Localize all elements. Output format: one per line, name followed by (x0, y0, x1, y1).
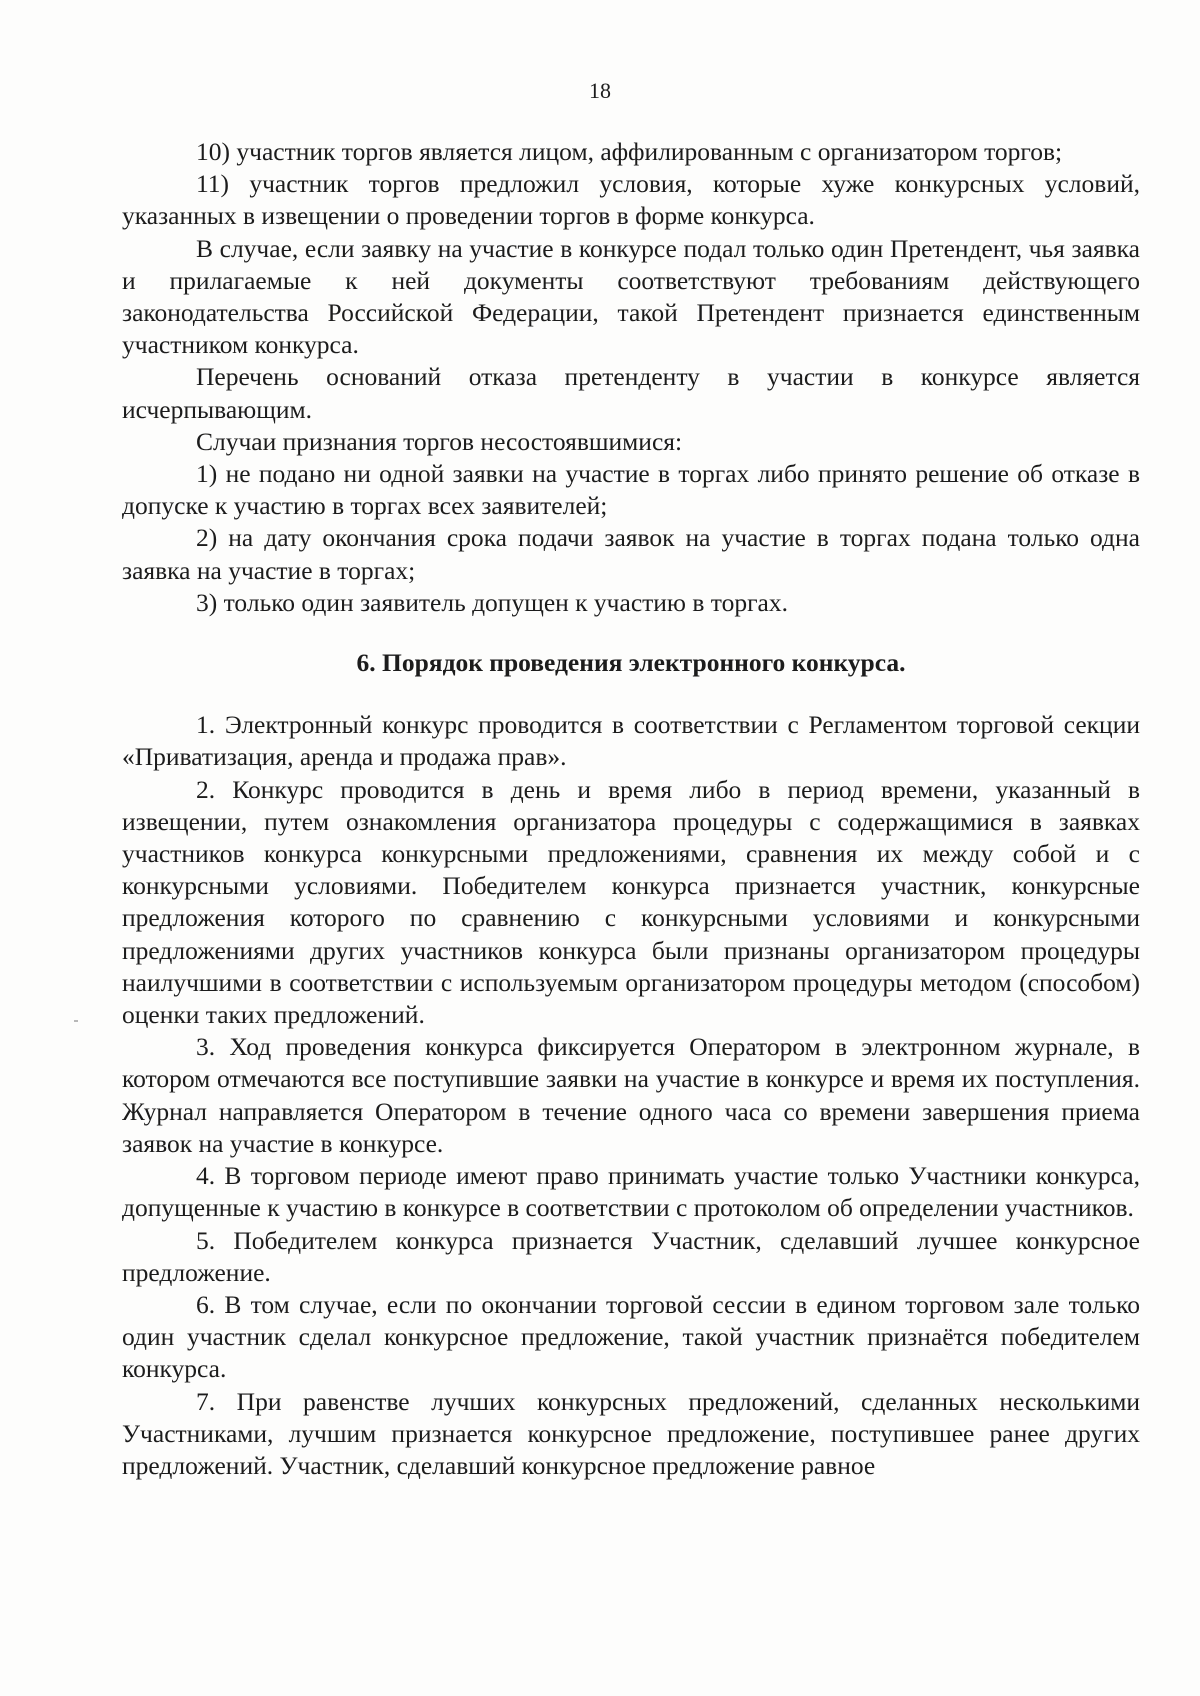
document-body (122, 136, 1140, 1482)
page-number: 18 (589, 78, 611, 103)
section-heading: 6. Порядок проведения электронного конкурса. (356, 648, 906, 678)
paragraph: 10) участник торгов является лицом, аффилированным с организатором торгов; (196, 137, 1063, 166)
paragraph: 11) участник торгов предложил условия, которые хуже конкурсных условий, указанных в извещении о проведении торгов в форме конкурса. (122, 169, 1140, 231)
paragraph: 7. При равенстве лучших конкурсных предложений, сделанных несколькими Участниками, лучшим признается конкурсное предложение, поступившее ранее других предложений. Участник, сделавший конкурсное предложение равное (122, 1386, 1140, 1480)
paragraph: 3) только один заявитель допущен к участию в торгах. (196, 587, 788, 617)
paragraph: 2) на дату окончания срока подачи заявок на участие в торгах подана только одна заявка на участие в торгах; (122, 523, 1140, 585)
paragraph: 3. Ход проведения конкурса фиксируется Оператором в электронном журнале, в котором отмечаются все поступившие заявки на участие в конкурсе и время их поступления. Журнал направляется Оператором в течение одного часа со времени завершения приема заявок на участие в конкурсе. (122, 1032, 1140, 1158)
paragraph: 5. Победителем конкурса признается Участник, сделавший лучшее конкурсное предложение. (122, 1225, 1140, 1287)
paragraph: 4. В торговом периоде имеют право принимать участие только Участники конкурса, допущенные к участию в конкурсе в соответствии с протоколом об определении участников. (122, 1161, 1140, 1223)
paragraph: В случае, если заявку на участие в конкурсе подал только один Претендент, чья заявка и прилагаемые к ней документы соответствуют требованиям действующего законодательства Российской Федерации, такой Претендент признается единственным участником конкурса. (122, 233, 1140, 360)
scan-speck (74, 1020, 78, 1022)
paragraph: 1) не подано ни одной заявки на участие в торгах либо принято решение об отказе в допуске к участию в торгах всех заявителей; (122, 459, 1140, 521)
paragraph: Случаи признания торгов несостоявшимися: (196, 426, 683, 456)
paragraph: Перечень оснований отказа претенденту в участии в конкурсе является исчерпывающим. (122, 362, 1140, 424)
paragraph: 1. Электронный конкурс проводится в соответствии с Регламентом торговой секции «Приватизация, аренда и продажа прав». (122, 710, 1140, 772)
paragraph: 2. Конкурс проводится в день и время либо в период времени, указанный в извещении, путем ознакомления организатора процедуры с содержащимися в заявках участников конкурса конкурсными предложениями, сравнения их между собой и с конкурсными условиями. Победителем конкурса признается участник, конкурсные предложения которого по сравнению с конкурсными условиями и конкурсными предложениями других участников конкурса были признаны организатором процедуры наилучшими в соответствии с используемым организатором процедуры методом (способом) оценки таких предложений. (122, 774, 1140, 1030)
paragraph: 6. В том случае, если по окончании торговой сессии в едином торговом зале только один участник сделал конкурсное предложение, такой участник признаётся победителем конкурса. (122, 1289, 1140, 1384)
